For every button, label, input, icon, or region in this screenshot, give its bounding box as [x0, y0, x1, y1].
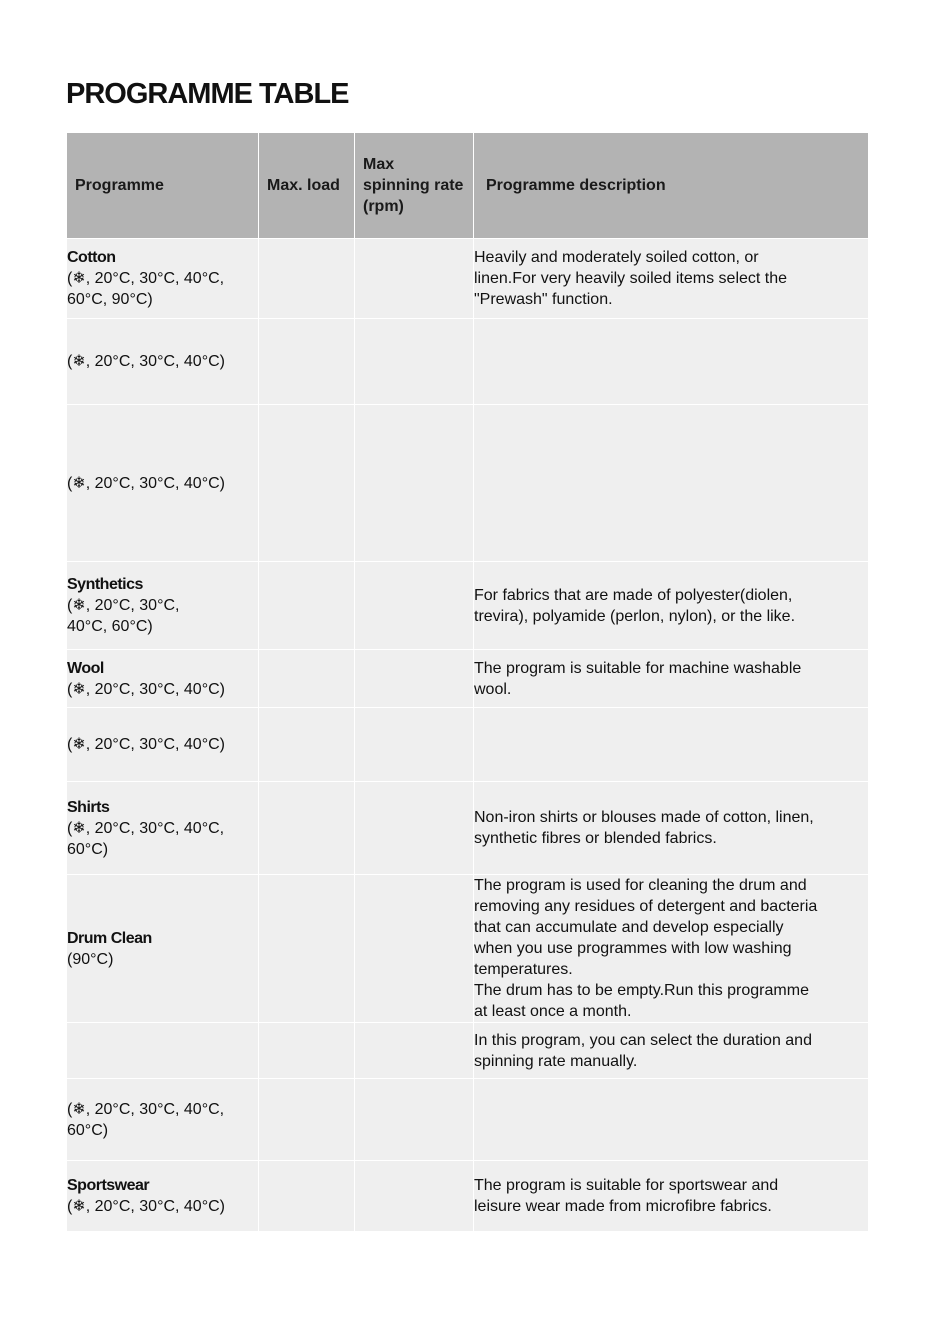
programme-temperatures: 60°C, 90°C): [67, 291, 153, 308]
description-cell: [474, 1023, 869, 1079]
description-line: In this program, you can select the duration and: [474, 1031, 812, 1049]
max-spin-cell: [355, 319, 474, 405]
temperature-text: 20°C, 30°C, 40°C,: [94, 819, 225, 837]
programme-name: Synthetics: [67, 576, 143, 593]
max-spin-cell: [355, 1161, 474, 1232]
description-line: Non-iron shirts or blouses made of cotton, linen,: [474, 809, 814, 826]
table-row: [67, 782, 869, 875]
description-cell: [474, 405, 869, 562]
description-cell: [474, 708, 869, 782]
table-row: [67, 562, 869, 650]
max-spin-cell: [355, 1079, 474, 1161]
temperature-text: 20°C, 30°C, 40°C): [94, 474, 225, 492]
max-load-cell: [259, 650, 355, 708]
description-cell: [474, 875, 869, 1023]
table-row: [67, 319, 869, 405]
max-spin-cell: [355, 239, 474, 319]
programme-cell: [67, 1161, 259, 1232]
temperature-text: 20°C, 30°C, 40°C): [94, 736, 225, 753]
table-row: [67, 1023, 869, 1079]
temperature-text: 20°C, 30°C, 40°C): [94, 353, 225, 370]
snowflake-icon: ❄: [72, 680, 86, 698]
table-row: [67, 708, 869, 782]
description-line: wool.: [474, 680, 512, 698]
programme-temperatures: (❄, 20°C, 30°C, 40°C): [67, 736, 225, 753]
description-line: trevira), polyamide (perlon, nylon), or the like.: [474, 607, 796, 625]
programme-table: [66, 132, 869, 1232]
max-spin-cell: [355, 875, 474, 1023]
header-max-spin: Max spinning rate (rpm): [355, 133, 474, 239]
description-line: linen.For very heavily soiled items select the: [474, 270, 788, 287]
description-line: The program is suitable for sportswear and: [474, 1177, 779, 1194]
table-row: [67, 875, 869, 1023]
max-load-cell: [259, 875, 355, 1023]
description-cell: [474, 562, 869, 650]
table-header-row: [67, 133, 869, 239]
programme-temperatures: (❄, 20°C, 30°C, 40°C): [67, 353, 225, 370]
max-load-cell: [259, 239, 355, 319]
table-row: [67, 1079, 869, 1161]
table-row: [67, 650, 869, 708]
max-load-cell: [259, 782, 355, 875]
programme-temperatures: (❄, 20°C, 30°C, 40°C): [67, 474, 225, 492]
table-row: [67, 1161, 869, 1232]
programme-name: Shirts: [67, 798, 110, 816]
max-load-cell: [259, 1023, 355, 1079]
max-spin-cell: [355, 782, 474, 875]
programme-cell: [67, 405, 259, 562]
description-line: removing any residues of detergent and bacteria: [474, 898, 818, 915]
table-row: [67, 405, 869, 562]
description-cell: [474, 1161, 869, 1232]
programme-name: Wool: [67, 659, 104, 677]
description-line: leisure wear made from microfibre fabrics.: [474, 1198, 772, 1215]
description-cell: [474, 782, 869, 875]
max-load-cell: [259, 1161, 355, 1232]
description-line: "Prewash" function.: [474, 291, 613, 308]
description-line: that can accumulate and develop especially: [474, 919, 784, 936]
programme-temperatures: (90°C): [67, 950, 114, 968]
snowflake-icon: ❄: [72, 736, 86, 753]
programme-cell: [67, 1079, 259, 1161]
programme-temperatures: 60°C): [67, 840, 109, 858]
description-line: temperatures.: [474, 961, 573, 978]
header-description: Programme description: [474, 133, 869, 239]
programme-temperatures: 40°C, 60°C): [67, 618, 153, 635]
description-line: spinning rate manually.: [474, 1052, 638, 1070]
programme-temperatures: (❄, 20°C, 30°C, 40°C): [67, 1198, 225, 1215]
snowflake-icon: ❄: [72, 1198, 86, 1215]
description-line: The drum has to be empty.Run this programme: [474, 982, 809, 999]
description-line: when you use programmes with low washing: [474, 940, 792, 957]
max-spin-cell: [355, 562, 474, 650]
max-load-cell: [259, 562, 355, 650]
programme-name: Drum Clean: [67, 929, 152, 947]
programme-cell: [67, 239, 259, 319]
programme-cell: [67, 562, 259, 650]
max-spin-cell: [355, 405, 474, 562]
description-line: synthetic fibres or blended fabrics.: [474, 830, 717, 847]
max-spin-cell: [355, 650, 474, 708]
temperature-text: 20°C, 30°C,: [94, 597, 180, 614]
description-line: Heavily and moderately soiled cotton, or: [474, 249, 759, 266]
temperature-text: 20°C, 30°C, 40°C): [94, 680, 225, 698]
table-row: [67, 239, 869, 319]
temperature-text: 20°C, 30°C, 40°C): [94, 1198, 225, 1215]
snowflake-icon: ❄: [72, 819, 86, 837]
description-line: The program is used for cleaning the drum and: [474, 877, 807, 894]
programme-cell: [67, 319, 259, 405]
temperature-text: 20°C, 30°C, 40°C,: [94, 1100, 225, 1118]
programme-cell: [67, 1023, 259, 1079]
programme-cell: [67, 875, 259, 1023]
description-cell: [474, 650, 869, 708]
max-load-cell: [259, 708, 355, 782]
description-line: For fabrics that are made of polyester(diolen,: [474, 586, 793, 604]
programme-temperatures: (❄, 20°C, 30°C, 40°C): [67, 680, 225, 698]
programme-cell: [67, 708, 259, 782]
description-cell: [474, 1079, 869, 1161]
programme-temperatures: (❄, 20°C, 30°C,: [67, 597, 180, 614]
header-programme: Programme: [67, 133, 259, 239]
description-line: The program is suitable for machine washable: [474, 659, 802, 677]
max-spin-cell: [355, 708, 474, 782]
snowflake-icon: ❄: [72, 597, 86, 614]
programme-cell: [67, 650, 259, 708]
description-cell: [474, 319, 869, 405]
programme-temperatures: (❄, 20°C, 30°C, 40°C,: [67, 819, 225, 837]
page-title: PROGRAMME TABLE: [66, 78, 349, 110]
snowflake-icon: ❄: [72, 270, 86, 287]
programme-cell: [67, 782, 259, 875]
max-load-cell: [259, 319, 355, 405]
description-line: at least once a month.: [474, 1003, 632, 1020]
programme-temperatures: 60°C): [67, 1121, 109, 1139]
description-cell: [474, 239, 869, 319]
programme-name: Cotton: [67, 249, 116, 266]
programme-name: Sportswear: [67, 1177, 150, 1194]
snowflake-icon: ❄: [72, 1100, 86, 1118]
max-load-cell: [259, 1079, 355, 1161]
max-spin-cell: [355, 1023, 474, 1079]
programme-temperatures: (❄, 20°C, 30°C, 40°C,: [67, 1100, 225, 1118]
programme-temperatures: (❄, 20°C, 30°C, 40°C,: [67, 270, 225, 287]
snowflake-icon: ❄: [72, 474, 86, 492]
snowflake-icon: ❄: [72, 353, 86, 370]
temperature-text: 20°C, 30°C, 40°C,: [94, 270, 225, 287]
max-load-cell: [259, 405, 355, 562]
header-max-load: Max. load: [259, 133, 355, 239]
